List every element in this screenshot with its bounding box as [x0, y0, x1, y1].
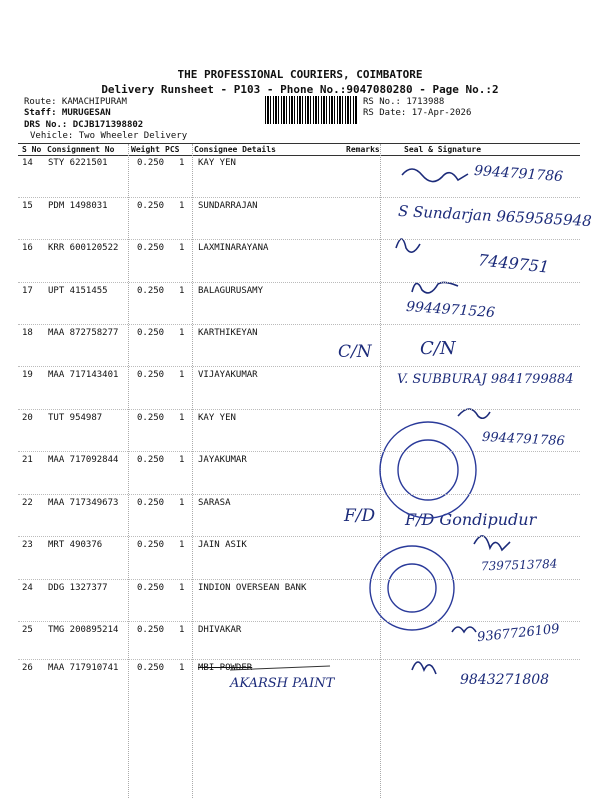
row-pcs: 1	[179, 413, 185, 423]
row-divider	[18, 282, 580, 283]
row-weight: 0.250	[137, 201, 165, 211]
row-consignment: TMG 200895214	[48, 625, 119, 635]
row-divider	[18, 197, 580, 198]
row-consignment: PDM 1498031	[48, 201, 108, 211]
row-weight: 0.250	[137, 540, 165, 550]
signature-19: V. SUBBURAJ 9841799884	[397, 372, 574, 387]
row-sno: 14	[22, 158, 33, 168]
vehicle-label: Vehicle: Two Wheeler Delivery	[30, 131, 188, 141]
signature-18: C/N	[420, 338, 456, 359]
row-sno: 17	[22, 286, 33, 296]
scribble-16	[396, 239, 420, 252]
row-weight: 0.250	[137, 370, 165, 380]
remark-fd: F/D	[344, 506, 376, 526]
row-divider	[18, 659, 580, 660]
signature-15: S Sundarjan 9659585948	[397, 201, 593, 231]
row-sno: 24	[22, 583, 33, 593]
row-consignment: KRR 600120522	[48, 243, 119, 253]
header-pcs: PCS	[165, 145, 180, 154]
row-pcs: 1	[179, 370, 185, 380]
row-weight: 0.250	[137, 243, 165, 253]
row-sno: 16	[22, 243, 33, 253]
row-pcs: 1	[179, 583, 185, 593]
signature-16: 7449751	[477, 250, 551, 277]
row-pcs: 1	[179, 286, 185, 296]
signature-14: 9944791786	[473, 162, 564, 186]
row-consignee: JAIN ASIK	[198, 540, 247, 550]
row-consignment: MAA 872758277	[48, 328, 119, 338]
bank-stamp	[380, 422, 476, 518]
row-consignment: MAA 717349673	[48, 498, 119, 508]
row-consignee: SARASA	[198, 498, 231, 508]
bank-stamp-inner	[398, 440, 458, 500]
header-weight: Weight	[131, 145, 160, 154]
row-pcs: 1	[179, 243, 185, 253]
row-pcs: 1	[179, 540, 185, 550]
drs-label: DRS No.: DCJB171398802	[24, 120, 144, 130]
header-sno: S No	[22, 145, 42, 154]
row-pcs: 1	[179, 158, 185, 168]
row-consignment: STY 6221501	[48, 158, 108, 168]
row-weight: 0.250	[137, 286, 165, 296]
row-divider	[18, 621, 580, 622]
company-title: THE PROFESSIONAL COURIERS, COIMBATORE	[177, 68, 423, 81]
row-weight: 0.250	[137, 625, 165, 635]
header-remarks: Remarks	[346, 145, 380, 154]
row-consignee: VIJAYAKUMAR	[198, 370, 258, 380]
row-consignee: DHIVAKAR	[198, 625, 242, 635]
row-divider	[18, 239, 580, 240]
row-weight: 0.250	[137, 328, 165, 338]
row-weight: 0.250	[137, 663, 165, 673]
row-consignment: MAA 717143401	[48, 370, 119, 380]
row-consignee: SUNDARRAJAN	[198, 201, 258, 211]
bank-stamp-inner	[388, 564, 436, 612]
row-pcs: 1	[179, 625, 185, 635]
row-sno: 19	[22, 370, 33, 380]
row-weight: 0.250	[137, 583, 165, 593]
row-weight: 0.250	[137, 498, 165, 508]
signature-22: F/D Gondipudur	[405, 510, 537, 529]
signature-23: 7397513784	[480, 556, 558, 574]
row-divider	[18, 324, 580, 325]
row-divider	[18, 366, 580, 367]
row-sno: 23	[22, 540, 33, 550]
row-pcs: 1	[179, 328, 185, 338]
row-sno: 26	[22, 663, 33, 673]
row-weight: 0.250	[137, 413, 165, 423]
header-seal: Seal & Signature	[404, 145, 482, 154]
row-sno: 21	[22, 455, 33, 465]
row-consignment: MAA 717910741	[48, 663, 119, 673]
row-divider	[18, 409, 580, 410]
signature-26: 9843271808	[460, 672, 550, 688]
row-consignee: KAY YEN	[198, 158, 236, 168]
scribble-14	[402, 169, 468, 182]
row-sno: 22	[22, 498, 33, 508]
rs-date: RS Date: 17-Apr-2026	[363, 108, 472, 118]
scribble-23	[474, 536, 510, 550]
row-consignee: JAYAKUMAR	[198, 455, 247, 465]
row-consignee: KAY YEN	[198, 413, 236, 423]
scribble-25	[452, 627, 476, 632]
row-consignment: DDG 1327377	[48, 583, 108, 593]
header-consignment: Consignment No	[47, 145, 115, 154]
scribble-26	[412, 662, 436, 674]
signature-17: 9944971526	[405, 298, 496, 322]
row-pcs: 1	[179, 498, 185, 508]
signature-25: 9367726109	[476, 621, 561, 646]
row-sno: 25	[22, 625, 33, 635]
row-consignment: TUT 954987	[48, 413, 103, 423]
scribble-17	[412, 282, 458, 293]
strike-mark	[230, 666, 330, 670]
row-divider	[18, 451, 580, 452]
annotation-akarsh: AKARSH PAINT	[230, 676, 335, 691]
rs-number: RS No.: 1713988	[363, 97, 445, 107]
row-divider	[18, 579, 580, 580]
row-consignment: UPT 4151455	[48, 286, 108, 296]
scribble-20	[458, 409, 490, 418]
row-pcs: 1	[179, 201, 185, 211]
row-sno: 20	[22, 413, 33, 423]
staff-label: Staff: MURUGESAN	[24, 108, 111, 118]
row-divider	[18, 494, 580, 495]
bank-stamp	[370, 546, 454, 630]
row-pcs: 1	[179, 455, 185, 465]
remark-cn: C/N	[338, 342, 372, 362]
row-consignee: KARTHIKEYAN	[198, 328, 258, 338]
route-label: Route: KAMACHIPURAM	[24, 97, 127, 107]
row-consignee: MBI POWDER	[198, 663, 253, 673]
runsheet-title: Delivery Runsheet - P103 - Phone No.:9047080280 - Page No.:2	[101, 83, 499, 96]
row-pcs: 1	[179, 663, 185, 673]
header-consignee: Consignee Details	[194, 145, 276, 154]
row-divider	[18, 536, 580, 537]
row-weight: 0.250	[137, 158, 165, 168]
row-consignment: MRT 490376	[48, 540, 103, 550]
signature-20: 9944791786	[481, 429, 566, 450]
row-consignment: MAA 717092844	[48, 455, 119, 465]
row-consignee: LAXMINARAYANA	[198, 243, 269, 253]
row-weight: 0.250	[137, 455, 165, 465]
row-sno: 18	[22, 328, 33, 338]
row-consignee: INDION OVERSEAN BANK	[198, 583, 307, 593]
row-consignee: BALAGURUSAMY	[198, 286, 264, 296]
row-sno: 15	[22, 201, 33, 211]
